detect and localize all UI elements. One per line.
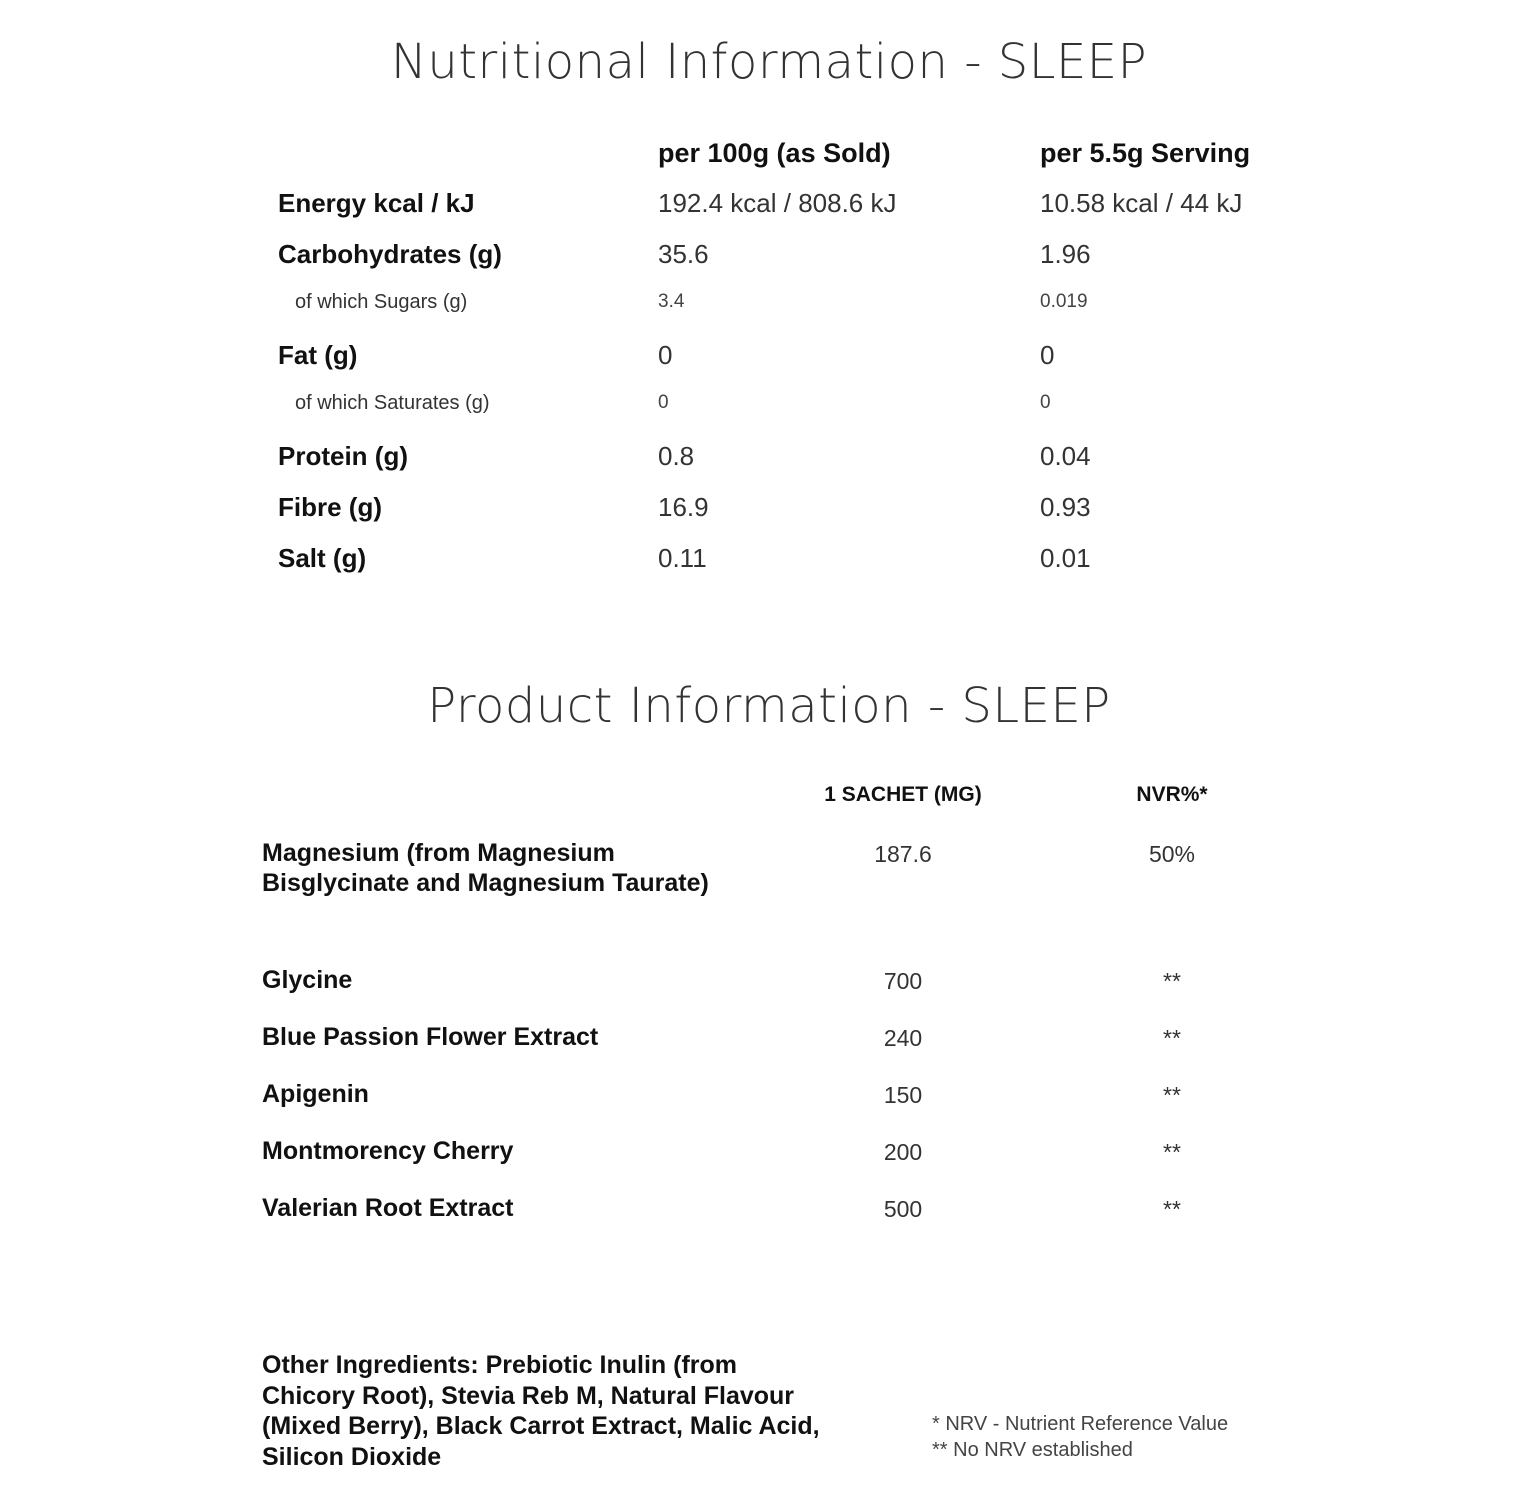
column-header-nvr: NVR%*	[1136, 783, 1208, 806]
ingredient-label-magnesium-line2: Bisglycinate and Magnesium Taurate)	[262, 869, 709, 897]
nutrition-title: Nutritional Information - SLEEP	[390, 34, 1148, 90]
ingredient-sachet-valerian-root: 500	[883, 1196, 923, 1222]
nutrient-value-serving-fibre: 0.93	[1040, 492, 1091, 522]
nutrient-value-per100-fat: 0	[658, 340, 673, 370]
nutrient-value-per100-carbohydrates: 35.6	[658, 239, 709, 269]
nutrient-label-protein: Protein (g)	[278, 441, 408, 471]
nutrient-label-sugars: of which Sugars (g)	[295, 291, 468, 313]
nutrient-value-serving-salt: 0.01	[1040, 543, 1091, 573]
column-header-sachet: 1 SACHET (MG)	[824, 783, 982, 806]
ingredient-label-glycine: Glycine	[262, 966, 353, 994]
ingredient-label-magnesium-line1: Magnesium (from Magnesium	[262, 839, 615, 867]
ingredient-nvr-blue-passion-flower: **	[1163, 1025, 1181, 1051]
ingredient-sachet-glycine: 700	[883, 968, 923, 994]
nutrient-label-saturates: of which Saturates (g)	[295, 392, 490, 414]
nutrient-value-serving-carbohydrates: 1.96	[1040, 239, 1091, 269]
nutrient-value-per100-energy: 192.4 kcal / 808.6 kJ	[658, 188, 897, 218]
nutrient-value-serving-energy: 10.58 kcal / 44 kJ	[1040, 188, 1243, 218]
ingredient-nvr-apigenin: **	[1163, 1082, 1181, 1108]
ingredient-nvr-glycine: **	[1163, 968, 1181, 994]
nutrient-value-per100-fibre: 16.9	[658, 492, 709, 522]
ingredient-label-montmorency-cherry: Montmorency Cherry	[262, 1137, 514, 1165]
nutrient-value-per100-sugars: 3.4	[658, 291, 685, 312]
nutrient-label-salt: Salt (g)	[278, 543, 367, 573]
ingredient-sachet-magnesium: 187.6	[874, 841, 932, 867]
nutrient-label-fibre: Fibre (g)	[278, 492, 382, 522]
column-header-per-serving: per 5.5g Serving	[1040, 138, 1251, 168]
ingredient-sachet-montmorency-cherry: 200	[883, 1139, 923, 1165]
nutrient-value-serving-saturates: 0	[1040, 392, 1051, 413]
footnote-nrv: * NRV - Nutrient Reference Value	[932, 1413, 1229, 1435]
nutrient-label-energy: Energy kcal / kJ	[278, 188, 475, 218]
nutrient-value-serving-protein: 0.04	[1040, 441, 1091, 471]
ingredient-label-valerian-root: Valerian Root Extract	[262, 1194, 514, 1222]
ingredient-label-blue-passion-flower: Blue Passion Flower Extract	[262, 1023, 599, 1051]
nutrient-value-per100-protein: 0.8	[658, 441, 695, 471]
footnote-no-nrv: ** No NRV established	[932, 1439, 1133, 1461]
nutrient-value-serving-fat: 0	[1040, 340, 1055, 370]
nutrient-label-carbohydrates: Carbohydrates (g)	[278, 239, 502, 269]
other-ingredients: Other Ingredients: Prebiotic Inulin (from Chicory Root), Stevia Reb M, Natural Flavour (Mixed Berry), Black Carrot Extract, Malic Acid, Silicon Dioxide	[262, 1351, 820, 1471]
nutrient-value-serving-sugars: 0.019	[1040, 291, 1088, 312]
product-title: Product Information - SLEEP	[427, 678, 1111, 734]
nutrient-value-per100-saturates: 0	[658, 392, 669, 413]
column-header-per-100g: per 100g (as Sold)	[658, 138, 891, 168]
nutrient-value-per100-salt: 0.11	[658, 543, 707, 573]
ingredient-sachet-apigenin: 150	[883, 1082, 923, 1108]
nutrient-label-fat: Fat (g)	[278, 340, 358, 370]
ingredient-nvr-montmorency-cherry: **	[1163, 1139, 1181, 1165]
ingredient-nvr-valerian-root: **	[1163, 1196, 1181, 1222]
ingredient-label-apigenin: Apigenin	[262, 1080, 369, 1108]
ingredient-nvr-magnesium: 50%	[1148, 841, 1196, 867]
ingredient-sachet-blue-passion-flower: 240	[883, 1025, 923, 1051]
